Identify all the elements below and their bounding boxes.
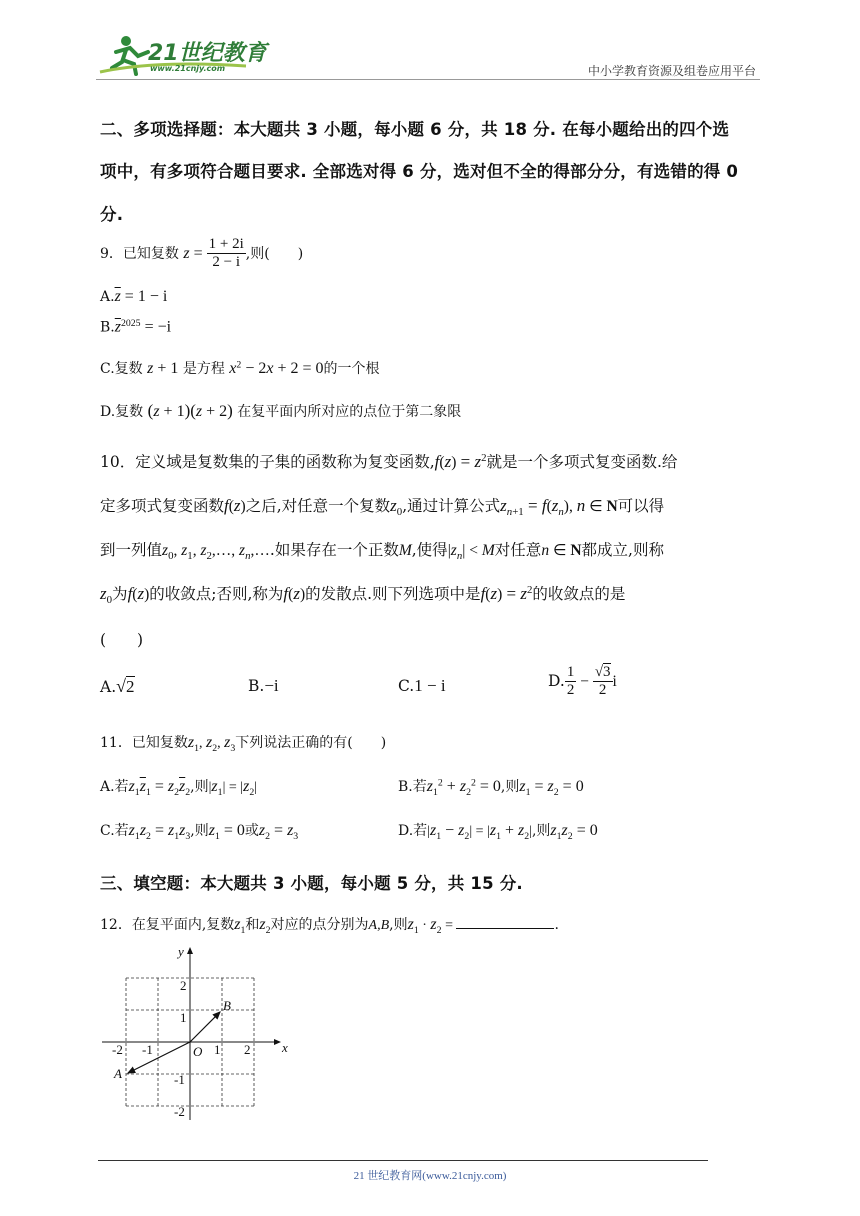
q10-line1: 10．定义域是复数集的子集的函数称为复变函数$,f(z) = z^2$就是一个多项式复变函数.给 <box>100 451 678 471</box>
complex-plane-graph <box>98 942 298 1122</box>
q10-option-b[interactable]: B.−i <box>248 676 279 695</box>
header-platform-name: 中小学教育资源及组卷应用平台 <box>587 64 756 78</box>
tick-x-1: 1 <box>214 1042 221 1057</box>
point-b-label: B <box>223 998 231 1013</box>
tick-y-neg1: -1 <box>174 1072 185 1087</box>
section2-heading-line1: 二、多项选择题：本大题共 3 小题，每小题 6 分，共 18 分. 在每小题给出的四个选 <box>100 120 730 139</box>
q10-answer-paren: ( ) <box>100 631 144 649</box>
tick-x-neg2: -2 <box>112 1042 123 1057</box>
q10-line4: $z_0$为f(z)的收敛点;否则,称为f(z)的发散点.则下列选项中是$f(z) = z^2$的收敛点的是 <box>100 583 626 607</box>
section2-heading-line2: 项中，有多项符合题目要求. 全部选对得 6 分，选对但不全的得部分分，有选错的得 0 <box>100 162 739 181</box>
q9-option-a[interactable]: $A.\overline{z} = 1 - i$ <box>100 288 168 305</box>
logo-text: 21世纪教育 <box>148 41 267 66</box>
q12-answer-blank[interactable] <box>456 927 554 929</box>
q10-option-c[interactable]: C.1 − i <box>398 676 446 695</box>
q10-option-a[interactable]: A.√2 <box>100 676 135 696</box>
tick-y-1: 1 <box>180 1010 187 1025</box>
origin-label: O <box>193 1044 203 1059</box>
header-divider <box>96 79 760 80</box>
point-a-label: A <box>114 1066 122 1081</box>
q11-option-c[interactable]: C.若$z_1z_2 = z_1z_3$,则$z_1 = 0$或$z_2 = z_3$ <box>100 822 299 842</box>
tick-x-neg1: -1 <box>142 1042 153 1057</box>
q10-line2: 定多项式复变函数f(z)之后,对任意一个复数$z_0$,通过计算公式$z_{n+1} = f(z_n)$, n ∈ N可以得 <box>100 496 665 519</box>
y-axis-label: y <box>178 944 184 959</box>
q9-stem: 9．已知复数 z = $\frac{1 + 2i}{2 - i}$ ,则( ) <box>100 236 304 271</box>
q9-option-d[interactable]: D.复数 (z + 1)(z + 2) 在复平面内所对应的点位于第二象限 <box>100 401 462 420</box>
tick-y-2: 2 <box>180 978 187 993</box>
footer-text[interactable]: 21 世纪教育网(www.21cnjy.com) <box>353 1170 507 1182</box>
q11-stem: 11．已知复数$z_1$, $z_2$, $z_3$下列说法正确的有( ) <box>100 734 387 754</box>
section3-heading: 三、填空题：本大题共 3 小题，每小题 5 分，共 15 分. <box>100 874 523 893</box>
q12-stem: 12．在复平面内,复数$z_1$和$z_2$对应的点分别为A,B,则$z_1 \cdot z_2$ = . <box>100 916 559 936</box>
tick-y-neg2: -2 <box>174 1104 185 1119</box>
x-axis-label: x <box>282 1040 288 1055</box>
q10-line3: 到一列值$z_0$, $z_1$, $z_2,\dots$, $z_n,\dots$.如果存在一个正数M,使得$|z_n| < M$对任意n ∈ N都成立,则称 <box>100 541 664 563</box>
q11-option-b[interactable]: B.若$z_1^2 + z_2^2 = 0$,则$z_1 = z_2 = 0$ <box>398 777 584 798</box>
vector-ob <box>190 1012 220 1042</box>
q11-option-a[interactable]: A.若$z_1\overline{z}_1 = z_2\overline{z}_2$,则$|z_1| = |z_2|$ <box>100 778 258 798</box>
tick-x-2: 2 <box>244 1042 251 1057</box>
q11-option-d[interactable]: D.若$|z_1 - z_2| = |z_1 + z_2|$,则$z_1z_2 = 0$ <box>398 822 598 842</box>
site-logo <box>96 30 296 80</box>
vector-oa <box>128 1042 190 1073</box>
q9-option-b[interactable]: $B.\overline{z}^{2025} = -i$ <box>100 318 172 336</box>
q10-option-d[interactable]: D. $\frac{1}{2}$ − $\frac{√3}{2}$ i <box>548 664 617 699</box>
q9-option-c[interactable]: C.复数 z + 1 是方程 $x^2 - 2x + 2 = 0$的一个根 <box>100 359 380 377</box>
logo-url: www.21cnjy.com <box>150 64 226 73</box>
footer-divider <box>98 1160 708 1161</box>
section2-heading-line3: 分. <box>100 205 124 224</box>
